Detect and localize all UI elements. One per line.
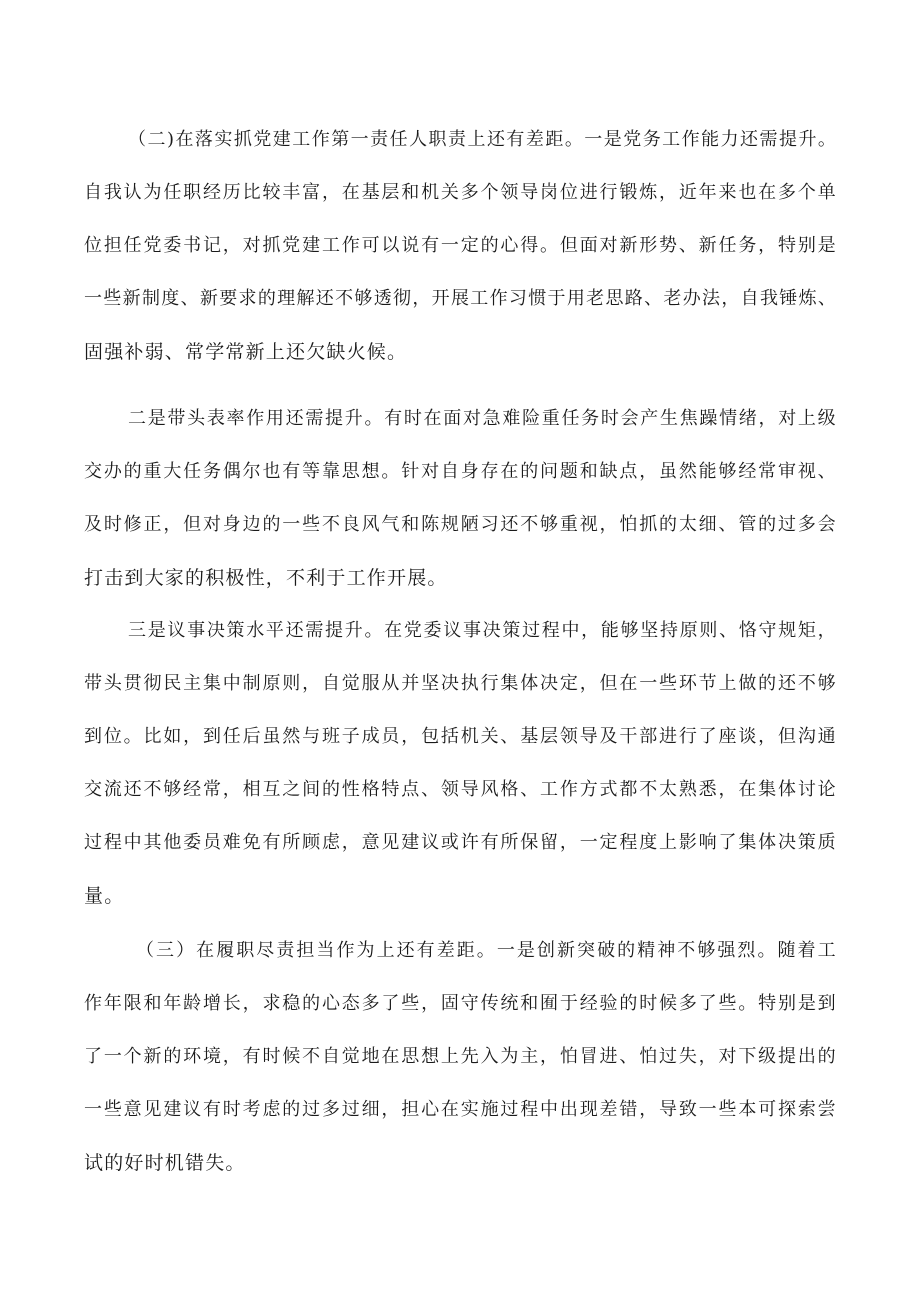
paragraph-4-line-5: 试的好时机错失。 (84, 1152, 246, 1174)
paragraph-2-line-3: 及 时 修 正 ， 但 对 身 边 的 一 些 不 良 风 气 和 陈 规 陋 习 还 不 够 重 视 ， 怕 抓 的 太 细 、 管 的 过 多 会 (84, 514, 836, 535)
paragraph-2-line-1: 二 是 带 头 表 率 作 用 还 需 提 升 。 有 时 在 面 对 急 难 险 重 任 务 时 会 产 生 焦 躁 情 绪 ， 对 上 级 (128, 408, 836, 429)
paragraph-2-line-4: 打击到大家的积极性，不利于工作开展。 (84, 567, 448, 589)
paragraph-1-line-5: 固强补弱、常学常新上还欠缺火候。 (84, 341, 408, 363)
paragraph-3-line-3: 到 位 。 比 如 ， 到 任 后 虽 然 与 班 子 成 员 ， 包 括 机 关 、 基 层 领 导 及 干 部 进 行 了 座 谈 ， 但 沟 通 (84, 726, 836, 747)
paragraph-1-line-4: 一 些 新 制 度 、 新 要 求 的 理 解 还 不 够 透 彻 ， 开 展 工 作 习 惯 于 用 老 思 路 、 老 办 法 ， 自 我 锤 炼 、 (84, 288, 836, 309)
paragraph-2-line-2: 交 办 的 重 大 任 务 偶 尔 也 有 等 靠 思 想 。 针 对 自 身 存 在 的 问 题 和 缺 点 ， 虽 然 能 够 经 常 审 视 、 (84, 461, 836, 482)
paragraph-3-line-6: 量。 (84, 885, 125, 907)
paragraph-3-line-1: 三 是 议 事 决 策 水 平 还 需 提 升 。 在 党 委 议 事 决 策 过 程 中 ， 能 够 坚 持 原 则 、 恪 守 规 矩 ， (128, 620, 836, 641)
paragraph-4-line-2: 作 年 限 和 年 龄 增 长 ， 求 稳 的 心 态 多 了 些 ， 固 守 传 统 和 囿 于 经 验 的 时 候 多 了 些 。 特 别 是 到 (84, 993, 836, 1014)
paragraph-3-line-5: 过 程 中 其 他 委 员 难 免 有 所 顾 虑 ， 意 见 建 议 或 许 有 所 保 留 ， 一 定 程 度 上 影 响 了 集 体 决 策 质 (84, 832, 836, 853)
paragraph-3-line-4: 交 流 还 不 够 经 常 ， 相 互 之 间 的 性 格 特 点 、 领 导 风 格 、 工 作 方 式 都 不 太 熟 悉 ， 在 集 体 讨 论 (84, 779, 836, 800)
paragraph-4-line-3: 了 一 个 新 的 环 境 ， 有 时 候 不 自 觉 地 在 思 想 上 先 入 为 主 ， 怕 冒 进 、 怕 过 失 ， 对 下 级 提 出 的 (84, 1046, 836, 1067)
paragraph-1-line-1: （ 二 ) 在 落 实 抓 党 建 工 作 第 一 责 任 人 职 责 上 还 有 差 距 。 一 是 党 务 工 作 能 力 还 需 提 升 。 (128, 129, 836, 150)
paragraph-1-line-3: 位 担 任 党 委 书 记 ， 对 抓 党 建 工 作 可 以 说 有 一 定 的 心 得 。 但 面 对 新 形 势 、 新 任 务 ， 特 别 是 (84, 235, 836, 256)
paragraph-4-line-4: 一 些 意 见 建 议 有 时 考 虑 的 过 多 过 细 ， 担 心 在 实 施 过 程 中 出 现 差 错 ， 导 致 一 些 本 可 探 索 尝 (84, 1099, 836, 1120)
paragraph-3-line-2: 带 头 贯 彻 民 主 集 中 制 原 则 ， 自 觉 服 从 并 坚 决 执 行 集 体 决 定 ， 但 在 一 些 环 节 上 做 的 还 不 够 (84, 673, 836, 694)
paragraph-4-line-1: （ 三 ） 在 履 职 尽 责 担 当 作 为 上 还 有 差 距 。 一 是 创 新 突 破 的 精 神 不 够 强 烈 。 随 着 工 (136, 940, 836, 961)
paragraph-1-line-2: 自 我 认 为 任 职 经 历 比 较 丰 富 ， 在 基 层 和 机 关 多 个 领 导 岗 位 进 行 锻 炼 ， 近 年 来 也 在 多 个 单 (84, 182, 836, 203)
